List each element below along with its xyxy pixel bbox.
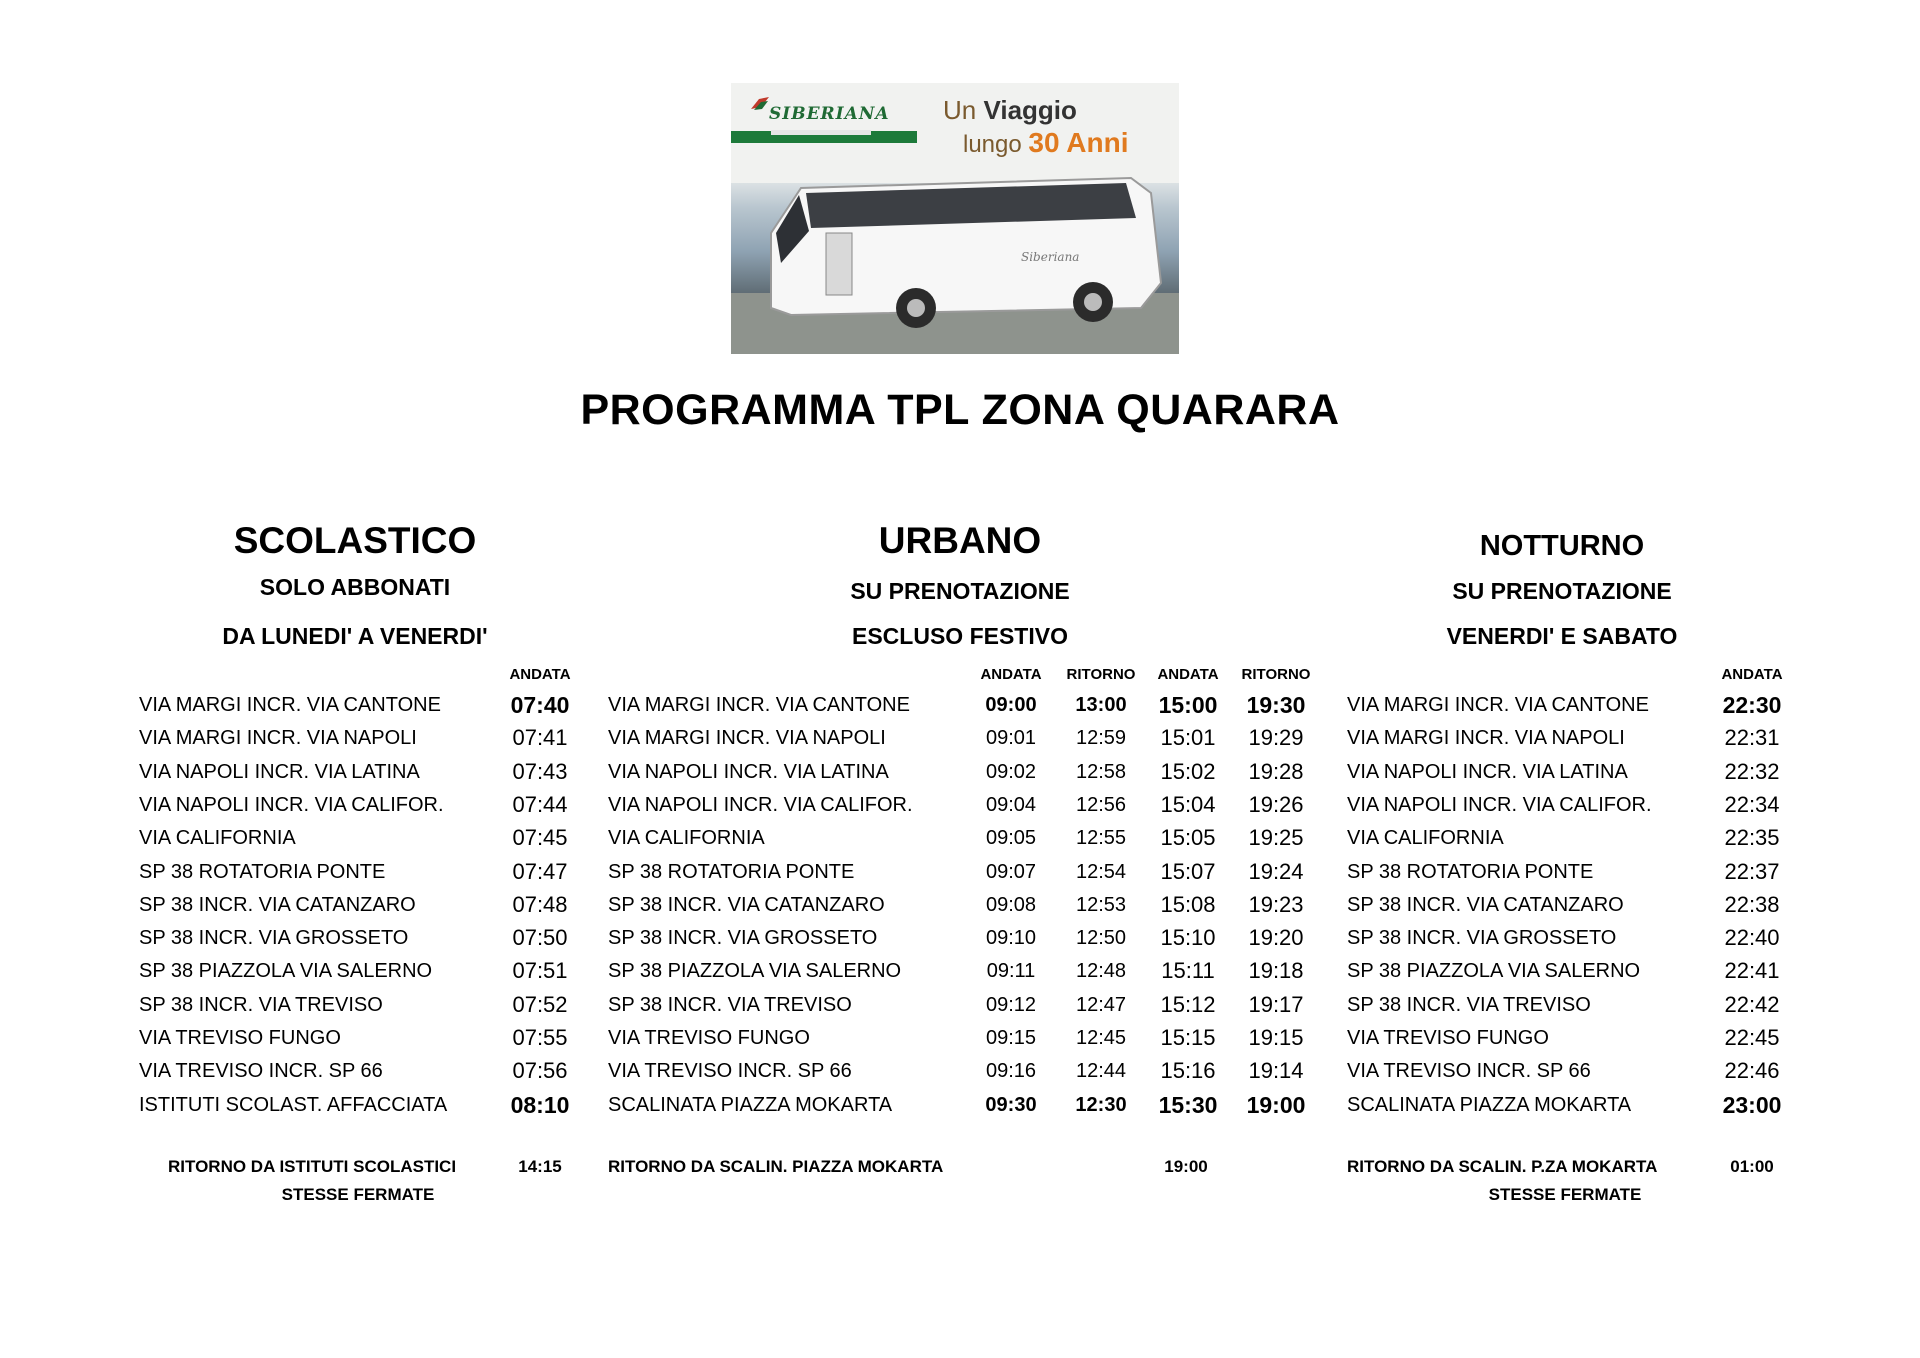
notturno-stop-name: VIA CALIFORNIA bbox=[1347, 827, 1504, 850]
notturno-time-cell: 22:35 bbox=[1724, 825, 1780, 851]
scolastico-time-cell: 07:48 bbox=[512, 891, 568, 917]
scolastico-stop-name: VIA TREVISO INCR. SP 66 bbox=[139, 1060, 383, 1083]
urbano-time-cell: 12:55 bbox=[1075, 827, 1127, 850]
urbano-time-cell: 12:56 bbox=[1075, 793, 1127, 816]
scolastico-stop-name: SP 38 INCR. VIA GROSSETO bbox=[139, 927, 409, 950]
urbano-time-cell: 15:04 bbox=[1160, 791, 1216, 817]
urbano-heading: URBANO bbox=[878, 520, 1042, 561]
urbano-time-cell: 09:16 bbox=[985, 1060, 1037, 1083]
urbano-time-cell: 09:04 bbox=[985, 793, 1037, 816]
urbano-col-label-0: ANDATA bbox=[980, 666, 1042, 683]
urbano-footer-time: 19:00 bbox=[1164, 1157, 1208, 1176]
urbano-time-cell: 12:58 bbox=[1075, 760, 1127, 783]
notturno-stop-name: SP 38 INCR. VIA TREVISO bbox=[1347, 993, 1591, 1016]
notturno-time-cell: 22:46 bbox=[1724, 1058, 1780, 1084]
scolastico-time-cell: 07:51 bbox=[512, 958, 568, 984]
scolastico-footer-line2: STESSE FERMATE bbox=[281, 1185, 435, 1204]
urbano-time-cell: 19:20 bbox=[1248, 925, 1304, 951]
slogan-line1: Un Viaggio bbox=[943, 95, 1077, 125]
notturno-time-cell: 22:32 bbox=[1724, 758, 1780, 784]
urbano-time-cell: 19:23 bbox=[1248, 891, 1304, 917]
urbano-stop-name: SP 38 ROTATORIA PONTE bbox=[608, 860, 855, 883]
notturno-stop-name: VIA TREVISO INCR. SP 66 bbox=[1347, 1060, 1591, 1083]
urbano-stop-name: VIA CALIFORNIA bbox=[608, 827, 765, 850]
urbano-time-cell: 13:00 bbox=[1075, 694, 1127, 716]
urbano-time-cell: 12:30 bbox=[1075, 1093, 1127, 1116]
notturno-stop-name: VIA MARGI INCR. VIA CANTONE bbox=[1347, 694, 1649, 716]
scolastico-time-cell: 07:43 bbox=[512, 758, 568, 784]
urbano-stop-name: SP 38 PIAZZOLA VIA SALERNO bbox=[608, 960, 902, 983]
notturno-stop-name: VIA MARGI INCR. VIA NAPOLI bbox=[1347, 727, 1625, 750]
notturno-stop-name: VIA NAPOLI INCR. VIA LATINA bbox=[1347, 760, 1628, 783]
notturno-stop-name: SP 38 INCR. VIA GROSSETO bbox=[1347, 927, 1617, 950]
scolastico-stop-name: SP 38 INCR. VIA TREVISO bbox=[139, 993, 383, 1016]
scolastico-time-cell: 07:41 bbox=[512, 725, 568, 751]
notturno-stop-name: VIA TREVISO FUNGO bbox=[1347, 1027, 1549, 1049]
urbano-time-cell: 12:54 bbox=[1075, 860, 1127, 883]
urbano-stop-name: VIA MARGI INCR. VIA NAPOLI bbox=[608, 727, 886, 750]
scolastico-time-cell: 07:55 bbox=[512, 1025, 568, 1050]
scolastico-time-cell: 07:56 bbox=[512, 1058, 568, 1084]
urbano-time-cell: 12:44 bbox=[1075, 1060, 1127, 1083]
notturno-time-cell: 22:40 bbox=[1724, 925, 1780, 951]
urbano-time-cell: 09:00 bbox=[985, 694, 1037, 716]
urbano-time-cell: 19:26 bbox=[1248, 791, 1304, 817]
urbano-time-cell: 15:15 bbox=[1160, 1025, 1216, 1050]
urbano-sub1: SU PRENOTAZIONE bbox=[850, 578, 1070, 604]
urbano-time-cell: 15:02 bbox=[1160, 758, 1216, 784]
urbano-time-cell: 19:15 bbox=[1248, 1025, 1304, 1050]
urbano-time-cell: 09:01 bbox=[985, 727, 1037, 750]
notturno-footer-time: 01:00 bbox=[1730, 1157, 1774, 1176]
scolastico-time-cell: 07:50 bbox=[512, 925, 568, 951]
notturno-stop-name: SP 38 INCR. VIA CATANZARO bbox=[1347, 893, 1624, 916]
notturno-sub1: SU PRENOTAZIONE bbox=[1452, 578, 1672, 604]
urbano-stop-name: VIA TREVISO INCR. SP 66 bbox=[608, 1060, 852, 1083]
urbano-stop-name: VIA TREVISO FUNGO bbox=[608, 1027, 810, 1049]
notturno-time-cell: 22:34 bbox=[1724, 791, 1780, 817]
urbano-time-cell: 19:18 bbox=[1248, 958, 1304, 984]
notturno-time-cell: 22:42 bbox=[1724, 991, 1780, 1017]
urbano-stop-name: SCALINATA PIAZZA MOKARTA bbox=[608, 1093, 893, 1116]
urbano-time-cell: 19:00 bbox=[1246, 1091, 1306, 1118]
urbano-time-cell: 15:12 bbox=[1160, 991, 1216, 1017]
urbano-time-cell: 15:16 bbox=[1160, 1058, 1216, 1084]
banner-image bbox=[731, 83, 1179, 354]
notturno-stop-name: SCALINATA PIAZZA MOKARTA bbox=[1347, 1093, 1632, 1116]
urbano-footer-line1: RITORNO DA SCALIN. PIAZZA MOKARTA bbox=[608, 1157, 944, 1176]
notturno-time-cell: 22:31 bbox=[1724, 725, 1780, 751]
urbano-time-cell: 12:48 bbox=[1075, 960, 1127, 983]
urbano-time-cell: 09:07 bbox=[985, 860, 1037, 883]
urbano-time-cell: 19:28 bbox=[1248, 758, 1304, 784]
notturno-time-cell: 22:41 bbox=[1724, 958, 1780, 984]
urbano-time-cell: 12:50 bbox=[1075, 927, 1127, 950]
urbano-time-cell: 15:00 bbox=[1158, 692, 1218, 718]
urbano-time-cell: 15:01 bbox=[1160, 725, 1216, 751]
urbano-time-cell: 19:29 bbox=[1248, 725, 1304, 751]
urbano-time-cell: 09:30 bbox=[985, 1093, 1037, 1116]
scolastico-time-cell: 08:10 bbox=[510, 1091, 570, 1118]
urbano-time-cell: 15:30 bbox=[1158, 1091, 1218, 1118]
urbano-time-cell: 19:24 bbox=[1248, 858, 1304, 884]
scolastico-time-cell: 07:40 bbox=[510, 692, 570, 718]
urbano-time-cell: 15:07 bbox=[1160, 858, 1216, 884]
urbano-stop-name: VIA MARGI INCR. VIA CANTONE bbox=[608, 694, 910, 716]
urbano-time-cell: 12:45 bbox=[1075, 1027, 1127, 1049]
urbano-time-cell: 15:10 bbox=[1160, 925, 1216, 951]
page-title: PROGRAMMA TPL ZONA QUARARA bbox=[580, 386, 1340, 434]
brand-name: SIBERIANA bbox=[769, 104, 890, 124]
scolastico-stop-name: VIA MARGI INCR. VIA CANTONE bbox=[139, 694, 441, 716]
scolastico-stop-name: VIA NAPOLI INCR. VIA LATINA bbox=[139, 760, 420, 783]
scolastico-time-cell: 07:45 bbox=[512, 825, 568, 851]
scolastico-stop-name: SP 38 ROTATORIA PONTE bbox=[139, 860, 386, 883]
notturno-footer-line2: STESSE FERMATE bbox=[1488, 1185, 1642, 1204]
urbano-time-cell: 12:53 bbox=[1075, 893, 1127, 916]
urbano-time-cell: 12:47 bbox=[1075, 993, 1127, 1016]
slogan-line2: lungo 30 Anni bbox=[963, 127, 1129, 158]
urbano-time-cell: 19:17 bbox=[1248, 991, 1304, 1017]
notturno-time-cell: 22:38 bbox=[1724, 891, 1780, 917]
scolastico-time-cell: 07:47 bbox=[512, 858, 568, 884]
urbano-stop-name: VIA NAPOLI INCR. VIA CALIFOR. bbox=[608, 793, 913, 816]
scolastico-time-cell: 07:52 bbox=[512, 991, 568, 1017]
scolastico-stop-name: VIA TREVISO FUNGO bbox=[139, 1027, 341, 1049]
urbano-sub2: ESCLUSO FESTIVO bbox=[852, 623, 1068, 649]
urbano-time-cell: 19:14 bbox=[1248, 1058, 1304, 1084]
scolastico-sub2: DA LUNEDI' A VENERDI' bbox=[222, 623, 488, 649]
urbano-time-cell: 09:05 bbox=[985, 827, 1037, 850]
urbano-time-cell: 15:05 bbox=[1160, 825, 1216, 851]
notturno-footer-line1: RITORNO DA SCALIN. P.ZA MOKARTA bbox=[1347, 1157, 1658, 1176]
scolastico-footer-time: 14:15 bbox=[518, 1157, 562, 1176]
notturno-time-cell: 22:37 bbox=[1724, 858, 1780, 884]
scolastico-stop-name: SP 38 PIAZZOLA VIA SALERNO bbox=[139, 960, 433, 983]
notturno-col-label-0: ANDATA bbox=[1721, 666, 1783, 683]
urbano-time-cell: 09:08 bbox=[985, 893, 1037, 916]
urbano-col-label-2: ANDATA bbox=[1157, 666, 1219, 683]
scolastico-stop-name: SP 38 INCR. VIA CATANZARO bbox=[139, 893, 416, 916]
scolastico-sub1: SOLO ABBONATI bbox=[259, 574, 451, 600]
urbano-time-cell: 09:11 bbox=[986, 960, 1036, 983]
scolastico-heading: SCOLASTICO bbox=[233, 520, 477, 561]
svg-text:Siberiana: Siberiana bbox=[1021, 250, 1080, 264]
urbano-time-cell: 09:10 bbox=[985, 927, 1037, 950]
urbano-time-cell: 19:25 bbox=[1248, 825, 1304, 851]
notturno-sub2: VENERDI' E SABATO bbox=[1446, 623, 1678, 649]
notturno-time-cell: 22:45 bbox=[1724, 1025, 1780, 1050]
urbano-time-cell: 15:11 bbox=[1161, 958, 1215, 984]
urbano-time-cell: 09:15 bbox=[985, 1027, 1037, 1049]
urbano-time-cell: 09:12 bbox=[985, 993, 1037, 1016]
scolastico-time-cell: 07:44 bbox=[512, 791, 568, 817]
urbano-time-cell: 09:02 bbox=[985, 760, 1037, 783]
brand-bar-accent bbox=[771, 130, 871, 135]
urbano-col-label-1: RITORNO bbox=[1066, 666, 1136, 683]
notturno-heading: NOTTURNO bbox=[1479, 530, 1645, 562]
scolastico-stop-name: VIA CALIFORNIA bbox=[139, 827, 296, 850]
notturno-stop-name: SP 38 PIAZZOLA VIA SALERNO bbox=[1347, 960, 1641, 983]
scolastico-col-label-0: ANDATA bbox=[509, 666, 571, 683]
urbano-col-label-3: RITORNO bbox=[1241, 666, 1311, 683]
notturno-time-cell: 22:30 bbox=[1722, 692, 1782, 718]
urbano-time-cell: 15:08 bbox=[1160, 891, 1216, 917]
notturno-stop-name: VIA NAPOLI INCR. VIA CALIFOR. bbox=[1347, 793, 1652, 816]
urbano-time-cell: 19:30 bbox=[1246, 692, 1306, 718]
scolastico-stop-name: ISTITUTI SCOLAST. AFFACCIATA bbox=[139, 1093, 448, 1116]
notturno-time-cell: 23:00 bbox=[1722, 1091, 1782, 1118]
logo-mark-icon bbox=[751, 97, 769, 111]
scolastico-stop-name: VIA MARGI INCR. VIA NAPOLI bbox=[139, 727, 417, 750]
notturno-stop-name: SP 38 ROTATORIA PONTE bbox=[1347, 860, 1594, 883]
urbano-stop-name: SP 38 INCR. VIA TREVISO bbox=[608, 993, 852, 1016]
urbano-stop-name: VIA NAPOLI INCR. VIA LATINA bbox=[608, 760, 889, 783]
scolastico-stop-name: VIA NAPOLI INCR. VIA CALIFOR. bbox=[139, 793, 444, 816]
urbano-time-cell: 12:59 bbox=[1075, 727, 1127, 750]
scolastico-footer-line1: RITORNO DA ISTITUTI SCOLASTICI bbox=[168, 1157, 457, 1176]
urbano-stop-name: SP 38 INCR. VIA CATANZARO bbox=[608, 893, 885, 916]
urbano-stop-name: SP 38 INCR. VIA GROSSETO bbox=[608, 927, 878, 950]
